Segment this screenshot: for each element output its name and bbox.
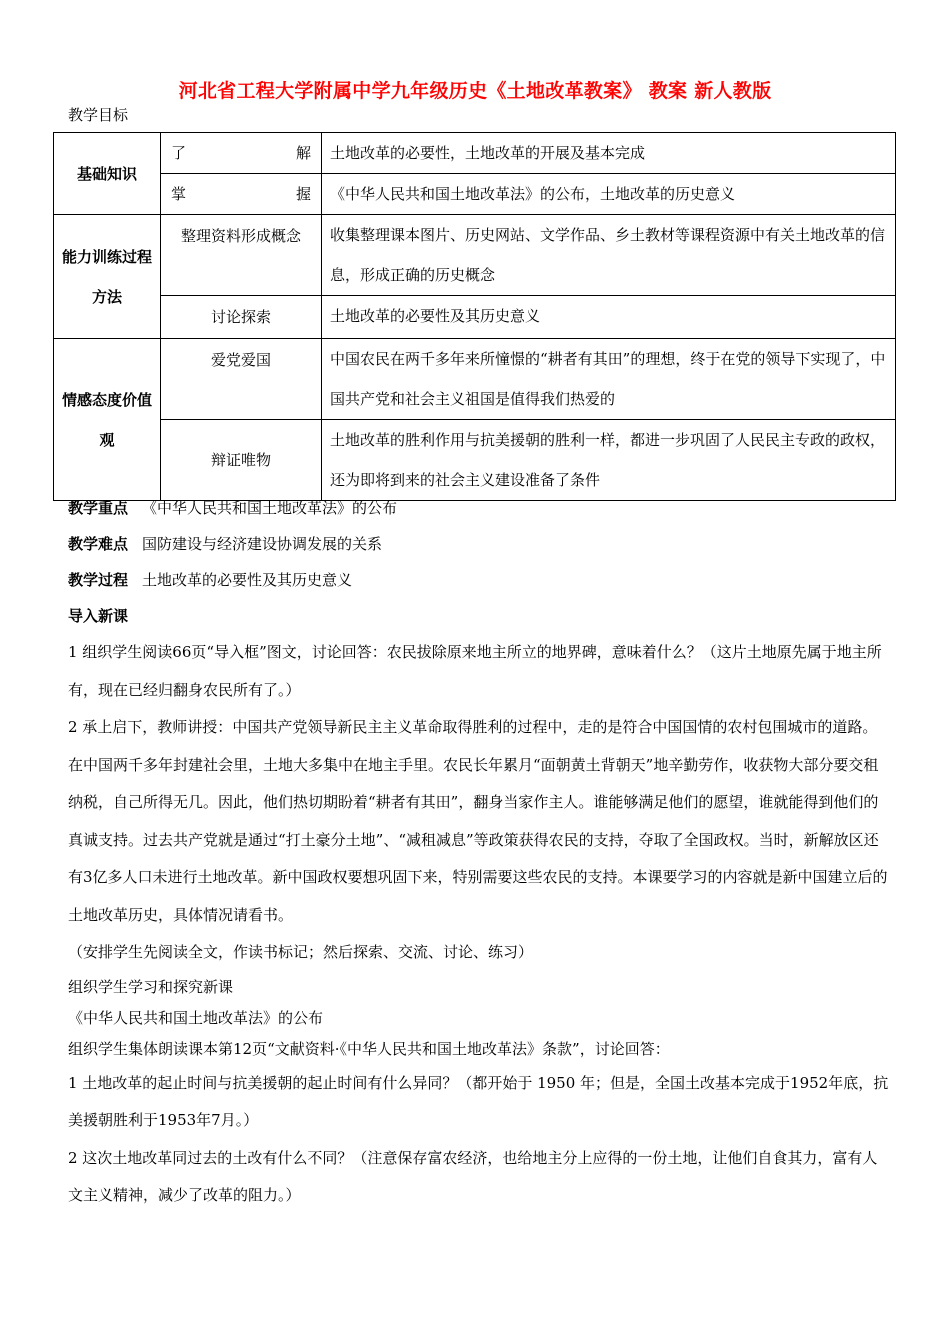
key-point-text: 《中华人民共和国土地改革法》的公布 [142, 499, 398, 517]
subcategory-cell: 讨论探索 [161, 296, 322, 339]
subcategory-cell: 整理资料形成概念 [161, 215, 322, 296]
intro-paragraph-2: 2 承上启下，教师讲授：中国共产党领导新民主主义革命取得胜利的过程中，走的是符合中国国情的农村包围城市的道路。在中国两千多年封建社会里，土地大多集中在地主手里。农民长年累月“面朝黄土背朝天”地辛勤劳作，收获物大部分要交租纳税，自己所得无几。因此，他们热切期盼着“耕者有其田”，翻身当家作主人。谁能够满足他们的愿望，谁就能得到他们的真诚支持。过去共产党就是通过“打土豪分土地”、“减租减息”等政策获得农民的支持，夺取了全国政权。当时，新解放区还有3亿多人口未进行土地改革。新中国政权要想巩固下来，特别需要这些农民的支持。本课要学习的内容就是新中国建立后的土地改革历史，具体情况请看书。 [68, 718, 888, 924]
description-cell: 土地改革的胜利作用与抗美援朝的胜利一样，都进一步巩固了人民民主专政的政权，还为即将到来的社会主义建设准备了条件 [322, 420, 896, 501]
document-title: 河北省工程大学附属中学九年级历史《土地改革教案》 教案 新人教版 [178, 80, 772, 102]
table-row [54, 420, 896, 501]
subcategory-cell: 爱党爱国 [161, 339, 322, 420]
table-row [54, 339, 896, 420]
description-cell: 土地改革的必要性及其历史意义 [322, 296, 896, 339]
table-row [54, 133, 896, 174]
subcategory-cell: 掌 握 [161, 174, 322, 215]
table-row [54, 215, 896, 296]
subcategory-cell: 了 解 [161, 133, 322, 174]
difficulty-text: 国防建设与经济建设协调发展的关系 [142, 535, 383, 553]
teaching-goals-table [53, 132, 896, 501]
read-instruction: 组织学生集体朗读课本第12页“文献资料·《中华人民共和国土地改革法》条款”，讨论回答： [68, 1039, 670, 1058]
lesson-body [68, 490, 890, 1215]
intro-paragraph-1: 1 组织学生阅读66页“导入框”图文，讨论回答：农民拔除原来地主所立的地界碑，意味着什么？（这片土地原先属于地主所有，现在已经归翻身农民所有了。） [68, 643, 882, 699]
process-text: 土地改革的必要性及其历史意义 [142, 571, 353, 589]
question-1: 1 土地改革的起止时间与抗美援朝的起止时间有什么异同？（都开始于 1950 年；但是，全国土改基本完成于1952年底，抗美援朝胜利于1953年7月。） [68, 1073, 889, 1129]
question-2: 2 这次土地改革同过去的土改有什么不同？（注意保存富农经济，也给地主分上应得的一份土地，让他们自食其力，富有人文主义精神，减少了改革的阻力。） [68, 1148, 878, 1204]
teaching-objectives-label: 教学目标 [68, 106, 129, 124]
subcategory-cell: 辩证唯物 [161, 420, 322, 501]
description-cell: 土地改革的必要性，土地改革的开展及基本完成 [322, 133, 896, 174]
process-line [68, 562, 890, 598]
key-point-label: 教学重点 [68, 499, 129, 517]
description-cell: 收集整理课本图片、历史网站、文学作品、乡土教材等课程资源中有关土地改革的信息，形成正确的历史概念 [322, 215, 896, 296]
intro-heading: 导入新课 [68, 607, 129, 625]
description-cell: 中国农民在两千多年来所憧憬的“耕者有其田”的理想，终于在党的领导下实现了，中国共产党和社会主义祖国是值得我们热爱的 [322, 339, 896, 420]
difficulty-label: 教学难点 [68, 535, 129, 553]
description-cell: 《中华人民共和国土地改革法》的公布，土地改革的历史意义 [322, 174, 896, 215]
category-emotion-values: 情感态度价值 观 [54, 339, 161, 501]
law-heading: 《中华人民共和国土地改革法》的公布 [68, 1008, 324, 1027]
table-row [54, 174, 896, 215]
category-ability-training: 能力训练过程方法 [54, 215, 161, 339]
key-point-line [68, 490, 890, 526]
category-basic-knowledge: 基础知识 [54, 133, 161, 215]
difficulty-line [68, 526, 890, 562]
study-heading: 组织学生学习和探究新课 [68, 977, 234, 996]
process-label: 教学过程 [68, 571, 129, 589]
table-row [54, 296, 896, 339]
intro-note: （安排学生先阅读全文，作读书标记；然后探索、交流、讨论、练习） [68, 943, 534, 961]
